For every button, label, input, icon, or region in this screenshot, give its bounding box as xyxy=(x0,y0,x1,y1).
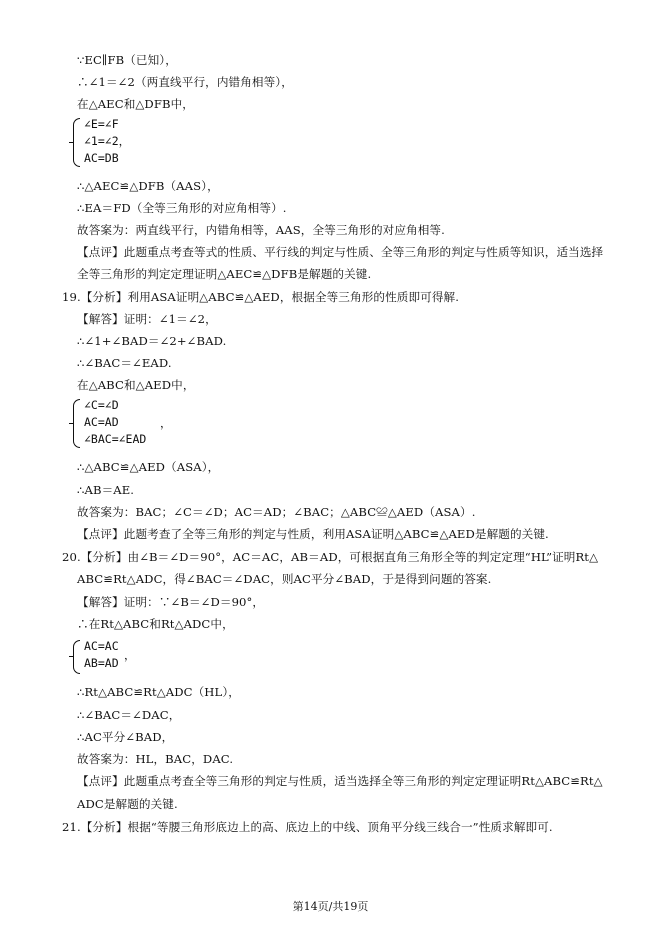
equation-line: AB=AD xyxy=(84,656,119,670)
question-21-analysis: 21.【分析】根据“等腰三角形底边上的高、底边上的中线、顶角平分线三线合一”性质求解即可. xyxy=(62,820,553,834)
text-line: 故答案为：两直线平行，内错角相等，AAS，全等三角形的对应角相等. xyxy=(77,223,445,237)
comment-line: 【点评】此题重点考查全等三角形的判定与性质，适当选择全等三角形的判定定理证明Rt△ABC≌Rt△ xyxy=(77,774,603,788)
equation-line: ∠C=∠D xyxy=(84,398,119,412)
question-20-analysis: 20.【分析】由∠B＝∠D＝90°，AC＝AC，AB＝AD，可根据直角三角形全等的判定定理“HL”证明Rt△ xyxy=(62,550,599,564)
page-footer: 第14页/共19页 xyxy=(292,900,369,913)
text-line: ∴△AEC≌△DFB（AAS）， xyxy=(77,179,219,193)
equation-line: ∠E=∠F xyxy=(84,117,119,131)
equation-trailing-comma: ， xyxy=(160,416,172,430)
equation-line: AC=DB xyxy=(84,151,119,165)
equation-brace xyxy=(73,399,80,448)
equation-line: ∠1=∠2， xyxy=(84,134,131,148)
text-line: 【解答】证明：∵∠B＝∠D＝90°， xyxy=(77,595,265,609)
comment-line: 全等三角形的判定定理证明△AEC≌△DFB是解题的关键. xyxy=(77,267,372,281)
equation-brace xyxy=(73,118,80,167)
equation-line: AC=AC xyxy=(84,639,119,653)
text-line: ∴EA＝FD（全等三角形的对应角相等）. xyxy=(77,201,287,215)
text-line: ∴AB＝AE. xyxy=(77,483,135,497)
text-line: 在△ABC和△AED中， xyxy=(77,378,195,392)
text-line: ∴Rt△ABC≌Rt△ADC（HL）， xyxy=(77,685,240,699)
text-line: ∴∠1+∠BAD＝∠2+∠BAD. xyxy=(77,334,227,348)
comment-line: 【点评】此题重点考查等式的性质、平行线的判定与性质、全等三角形的判定与性质等知识，适当选择 xyxy=(77,245,604,259)
text-line: ABC≌Rt△ADC，得∠BAC＝∠DAC，则AC平分∠BAD，于是得到问题的答案. xyxy=(77,572,492,586)
text-line: ∴∠BAC＝∠DAC， xyxy=(77,708,181,722)
question-19-analysis: 19.【分析】利用ASA证明△ABC≌△AED，根据全等三角形的性质即可得解. xyxy=(62,290,460,304)
text-line: 故答案为：BAC；∠C＝∠D；AC＝AD；∠BAC；△ABC≌△AED（ASA）. xyxy=(77,505,476,519)
text-line: ∴在Rt△ABC和Rt△ADC中， xyxy=(77,617,234,631)
comment-line: 【点评】此题考查了全等三角形的判定与性质，利用ASA证明△ABC≌△AED是解题的关键. xyxy=(77,527,549,541)
equation-trailing-comma: ， xyxy=(124,648,136,662)
text-line: ∴∠BAC＝∠EAD. xyxy=(77,356,172,370)
equation-line: ∠BAC=∠EAD xyxy=(84,432,147,446)
text-line: 故答案为：HL，BAC，DAC. xyxy=(77,752,234,766)
equation-line: AC=AD xyxy=(84,415,119,429)
comment-line: ADC是解题的关键. xyxy=(77,797,178,811)
text-line: ∴∠1＝∠2（两直线平行，内错角相等）， xyxy=(77,75,293,89)
equation-brace xyxy=(73,640,80,674)
text-line: 在△AEC和△DFB中， xyxy=(77,97,194,111)
text-line: 【解答】证明：∠1＝∠2， xyxy=(77,312,217,326)
text-line: ∴△ABC≌△AED（ASA）， xyxy=(77,460,220,474)
text-line: ∵EC∥FB（已知）， xyxy=(77,53,177,67)
text-line: ∴AC平分∠BAD， xyxy=(77,730,174,744)
